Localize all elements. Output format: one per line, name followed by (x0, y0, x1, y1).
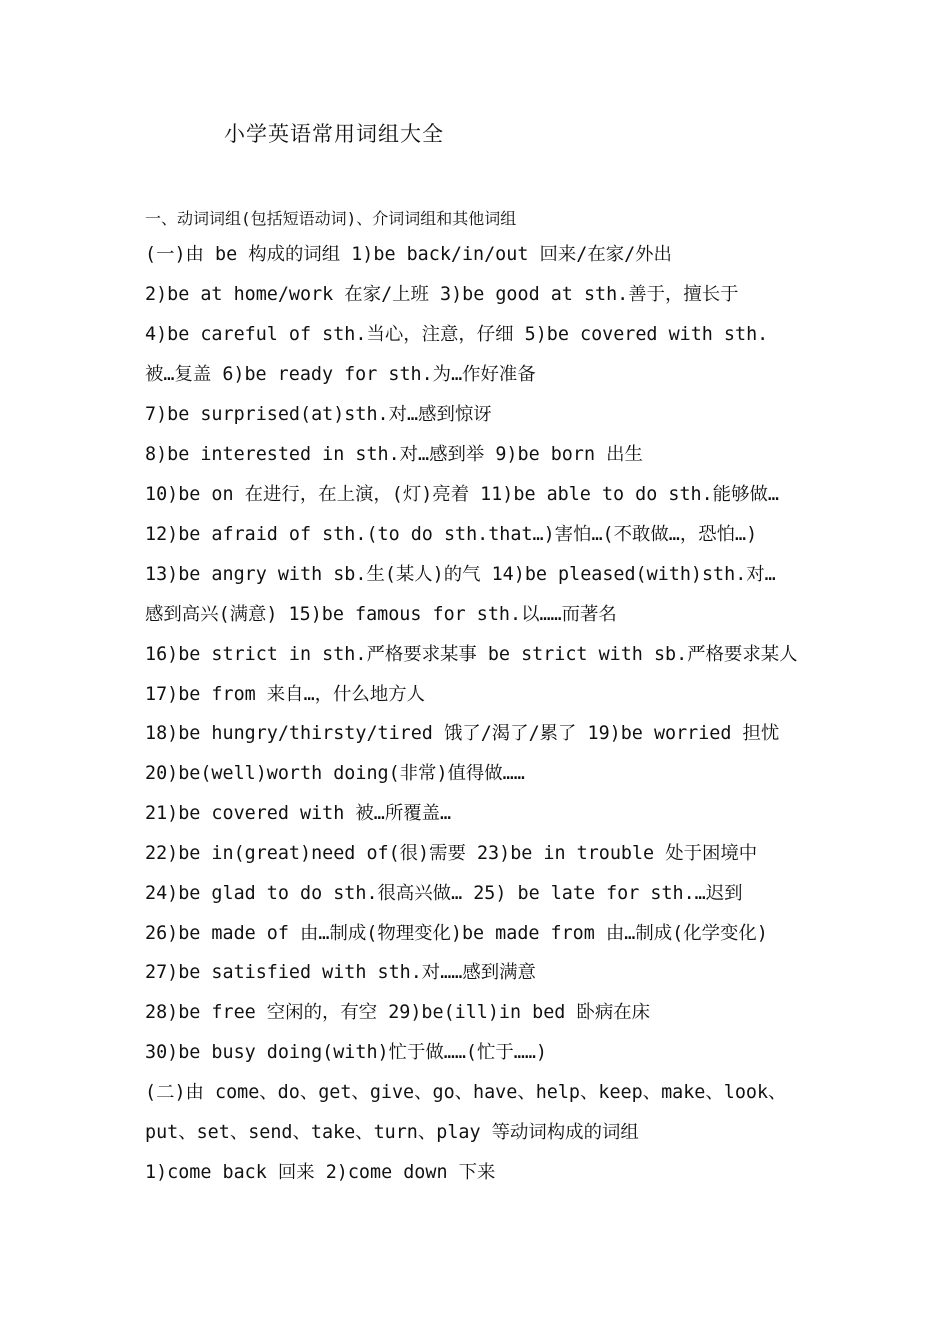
text-line: 22)be in(great)need of(很)需要 23)be in trouble 处于困境中 (145, 843, 758, 864)
text-line: 13)be angry with sb.生(某人)的气 14)be pleased(with)sth.对… (145, 564, 776, 585)
text-line: 21)be covered with 被…所覆盖… (145, 803, 452, 824)
text-line: 28)be free 空闲的，有空 29)be(ill)in bed 卧病在床 (145, 1002, 650, 1023)
text-line: 2)be at home/work 在家/上班 3)be good at sth.善于，擅长于 (145, 284, 739, 305)
text-line: 16)be strict in sth.严格要求某事 be strict with sb.严格要求某人 (145, 644, 798, 665)
text-line: 18)be hungry/thirsty/tired 饿了/渴了/累了 19)be worried 担忧 (145, 723, 780, 744)
text-line: 感到高兴(满意) 15)be famous for sth.以……而著名 (145, 604, 617, 625)
text-line: 12)be afraid of sth.(to do sth.that…)害怕…(不敢做…，恐怕…) (145, 524, 758, 545)
text-line: 20)be(well)worth doing(非常)值得做…… (145, 763, 525, 784)
document-title: 小学英语常用词组大全 (224, 122, 444, 146)
text-line: 4)be careful of sth.当心，注意，仔细 5)be covered with sth. (145, 324, 769, 345)
text-line: 1)come back 回来 2)come down 下来 (145, 1162, 496, 1183)
text-line: 8)be interested in sth.对…感到举 9)be born 出生 (145, 444, 643, 465)
text-line: 30)be busy doing(with)忙于做……(忙于……) (145, 1042, 547, 1063)
section-heading: 一、动词词组(包括短语动词)、介词词组和其他词组 (145, 209, 517, 228)
text-line: (一)由 be 构成的词组 1)be back/in/out 回来/在家/外出 (145, 244, 672, 265)
text-line: put、set、send、take、turn、play 等动词构成的词组 (145, 1122, 639, 1143)
text-line: 27)be satisfied with sth.对……感到满意 (145, 962, 536, 983)
text-line: 被…复盖 6)be ready for sth.为…作好准备 (145, 364, 536, 385)
text-line: (二)由 come、do、get、give、go、have、help、keep、make、look、 (145, 1082, 787, 1103)
text-line: 10)be on 在进行，在上演，(灯)亮着 11)be able to do sth.能够做… (145, 484, 779, 505)
text-line: 24)be glad to do sth.很高兴做… 25) be late for sth.…迟到 (145, 883, 743, 904)
text-line: 17)be from 来自…，什么地方人 (145, 684, 425, 705)
text-line: 7)be surprised(at)sth.对…感到惊讶 (145, 404, 492, 425)
text-line: 26)be made of 由…制成(物理变化)be made from 由…制成(化学变化) (145, 923, 768, 944)
